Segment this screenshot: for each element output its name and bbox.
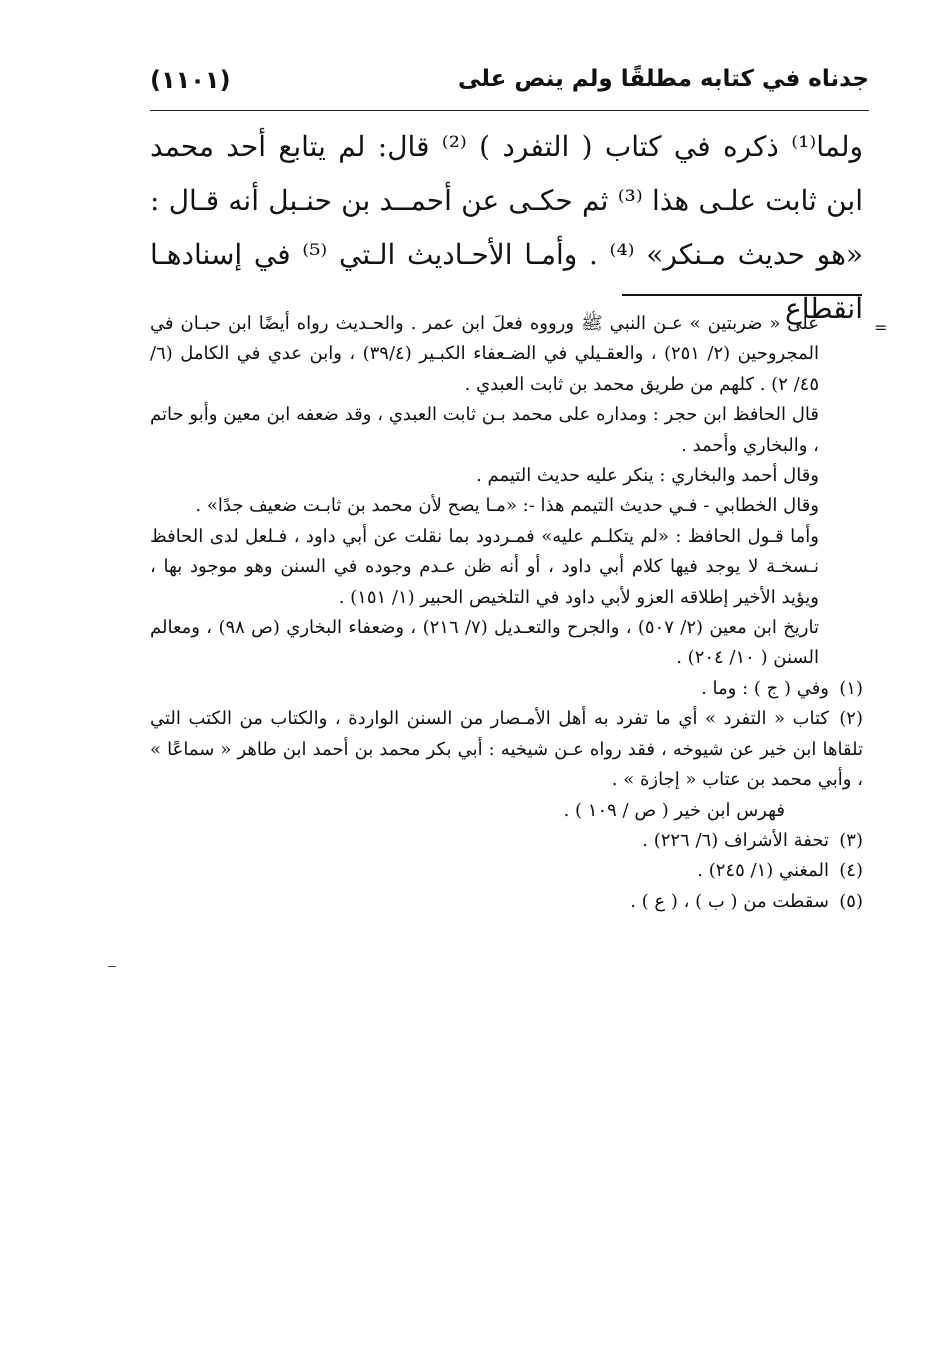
footnote-number: (١) [839,677,863,699]
footnote [150,887,863,917]
footnote [150,856,863,886]
footnotes-section [150,309,863,917]
continued-note: على « ضربتين » عـن النبي ﷺ ورووه فعلَ ابن عمر . والحـديث رواه أيضًا ابن حبـان في المجروحين (٢/ ٢٥١) ، والعقـيلي في الضـعفاء الكبـير (٣٩/٤) ، وابن عدي في الكامل (٦/ ٤٥/ ٢) . كلهم من طريق محمد بن ثابت العبدي . [150,313,819,395]
margin-tick [108,966,116,967]
continuation-marker: = [874,318,888,337]
continued-note: تاريخ ابن معين (٢/ ٥٠٧) ، والجرح والتعـديل (٧/ ٢١٦) ، وضعفاء البخاري (ص ٩٨) ، ومعالم السنن ( ١٠/ ٢٠٤) . [150,617,819,669]
continued-note: قال الحافظ ابن حجر : ومداره على محمد بـن ثابت العبدي ، وقد ضعفه ابن معين وأبو حاتم ، والبخاري وأحمد . [150,404,819,456]
footnote-text: تحفة الأشراف (٦/ ٢٢٦) . [642,829,829,851]
footnote-number: (٤) [839,860,863,882]
footnote-text: كتاب « التفرد » أي ما تفرد به أهل الأمـصار من السنن الواردة ، والكتاب من الكتب التي تلقاها ابن خير عن شيوخه ، فقد رواه عـن شيخيه : أبي بكر محمد بن أحمد ابن طاهر « سماعًا » ، وأبي محمد بن عتاب « إجازة » . [150,708,863,791]
footnote-continuation [150,796,785,826]
footnote [150,826,863,856]
continued-note: وأما قـول الحافظ : «لم يتكلـم عليه» فمـردود بما نقلت عن أبي داود ، فـلعل لدى الحافظ نـسخـة لا يوجد فيها كلام أبي داود ، أو أنه ظن عـدم وجوده في السنن وهو موجود بها ، ويؤيد الأخير إطلاقه العزو لأبي داود في التلخيص الحبير (١/ ١٥١) . [150,525,819,608]
page-number: (١١٠١) [150,66,231,94]
footnote-separator [622,294,862,296]
footnote-number: (٣) [839,829,863,851]
footnote-number: (٢) [839,708,863,730]
running-title: جدناه في كتابه مطلقًا ولم ينص على [457,66,869,92]
footnote [150,704,863,795]
continued-note: وقال أحمد والبخاري : ينكر عليه حديث التيمم . [476,465,819,487]
continued-note: وقال الخطابي - فـي حديث التيمم هذا -: «مـا يصح لأن محمد بن ثابـت ضعيف جدًا» . [195,495,819,517]
footnote-text: وفي ( ج ) : وما . [701,677,829,699]
footnote [150,674,863,704]
header-rule [150,110,869,111]
page-header [150,66,869,106]
footnote-text: سقطت من ( ب ) ، ( ع ) . [630,890,829,912]
footnote-text: فهرس ابن خير ( ص / ١٠٩ ) . [563,799,785,821]
footnote-text: المغني (١/ ٢٤٥) . [697,860,829,882]
footnote-number: (٥) [839,890,863,912]
main-text: ولما⁽¹⁾ ذكره في كتاب ( التفرد ) ⁽²⁾ قال: لم يتابع أحد محمد ابن ثابت علـى هذا ⁽³⁾ ثم حكـى عن أحمــد بن حنـبل أنه قـال : «هو حديث مـنكر» ⁽⁴⁾ . وأمـا الأحـاديث الـتي ⁽⁵⁾ في إسنادهـا انقطاع [150,130,863,325]
